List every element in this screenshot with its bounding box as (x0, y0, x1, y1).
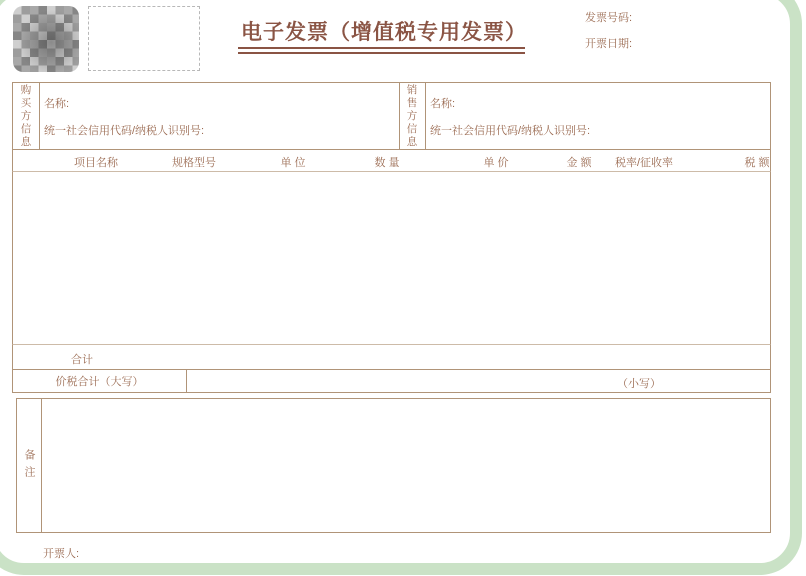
buyer-section-label-text: 购买方信息 (19, 83, 32, 149)
column-header-tax-rate: 税率/征收率 (614, 157, 674, 169)
seller-tax-id-label: 统一社会信用代码/纳税人识别号: (430, 125, 591, 137)
buyer-tax-id-label: 统一社会信用代码/纳税人识别号: (44, 125, 205, 137)
title-double-underline (238, 47, 525, 54)
invoice-date-label: 开票日期: (585, 38, 633, 50)
divider-line (186, 370, 187, 392)
seller-name-label: 名称: (430, 98, 456, 110)
remarks-section-label (17, 399, 41, 532)
column-header-amount: 金 额 (566, 157, 592, 169)
column-header-spec-model: 规格型号 (172, 157, 216, 169)
grand-total-row (12, 370, 771, 393)
invoice-number-label: 发票号码: (585, 12, 633, 24)
column-header-unit-price: 单 价 (483, 157, 509, 169)
items-table-header (12, 150, 771, 172)
buyer-section-label (13, 83, 39, 149)
stamp-placeholder-box (88, 6, 200, 71)
parties-section (12, 82, 771, 150)
items-table-body (12, 172, 771, 344)
column-header-quantity: 数 量 (374, 157, 400, 169)
remarks-section-label-text: 备注 (23, 448, 35, 483)
seller-section-label (399, 83, 425, 149)
column-header-item-name: 项目名称 (74, 157, 118, 169)
total-in-words-label: 价税合计（大写） (55, 376, 144, 388)
issuer-label: 开票人: (43, 548, 80, 560)
buyer-name-label: 名称: (44, 98, 70, 110)
column-header-tax-amount: 税 额 (744, 157, 770, 169)
total-in-figures-label: （小写） (617, 378, 661, 390)
invoice-title: 电子发票（增值税专用发票） (241, 21, 527, 44)
divider-line (41, 399, 42, 532)
divider-line (39, 83, 40, 149)
column-header-unit: 单 位 (280, 157, 306, 169)
qr-code-blurred (13, 6, 79, 72)
seller-section-label-text: 销售方信息 (405, 83, 418, 149)
divider-line (425, 83, 426, 149)
total-label: 合计 (71, 354, 93, 366)
total-row (12, 344, 771, 370)
remarks-section (16, 398, 771, 533)
